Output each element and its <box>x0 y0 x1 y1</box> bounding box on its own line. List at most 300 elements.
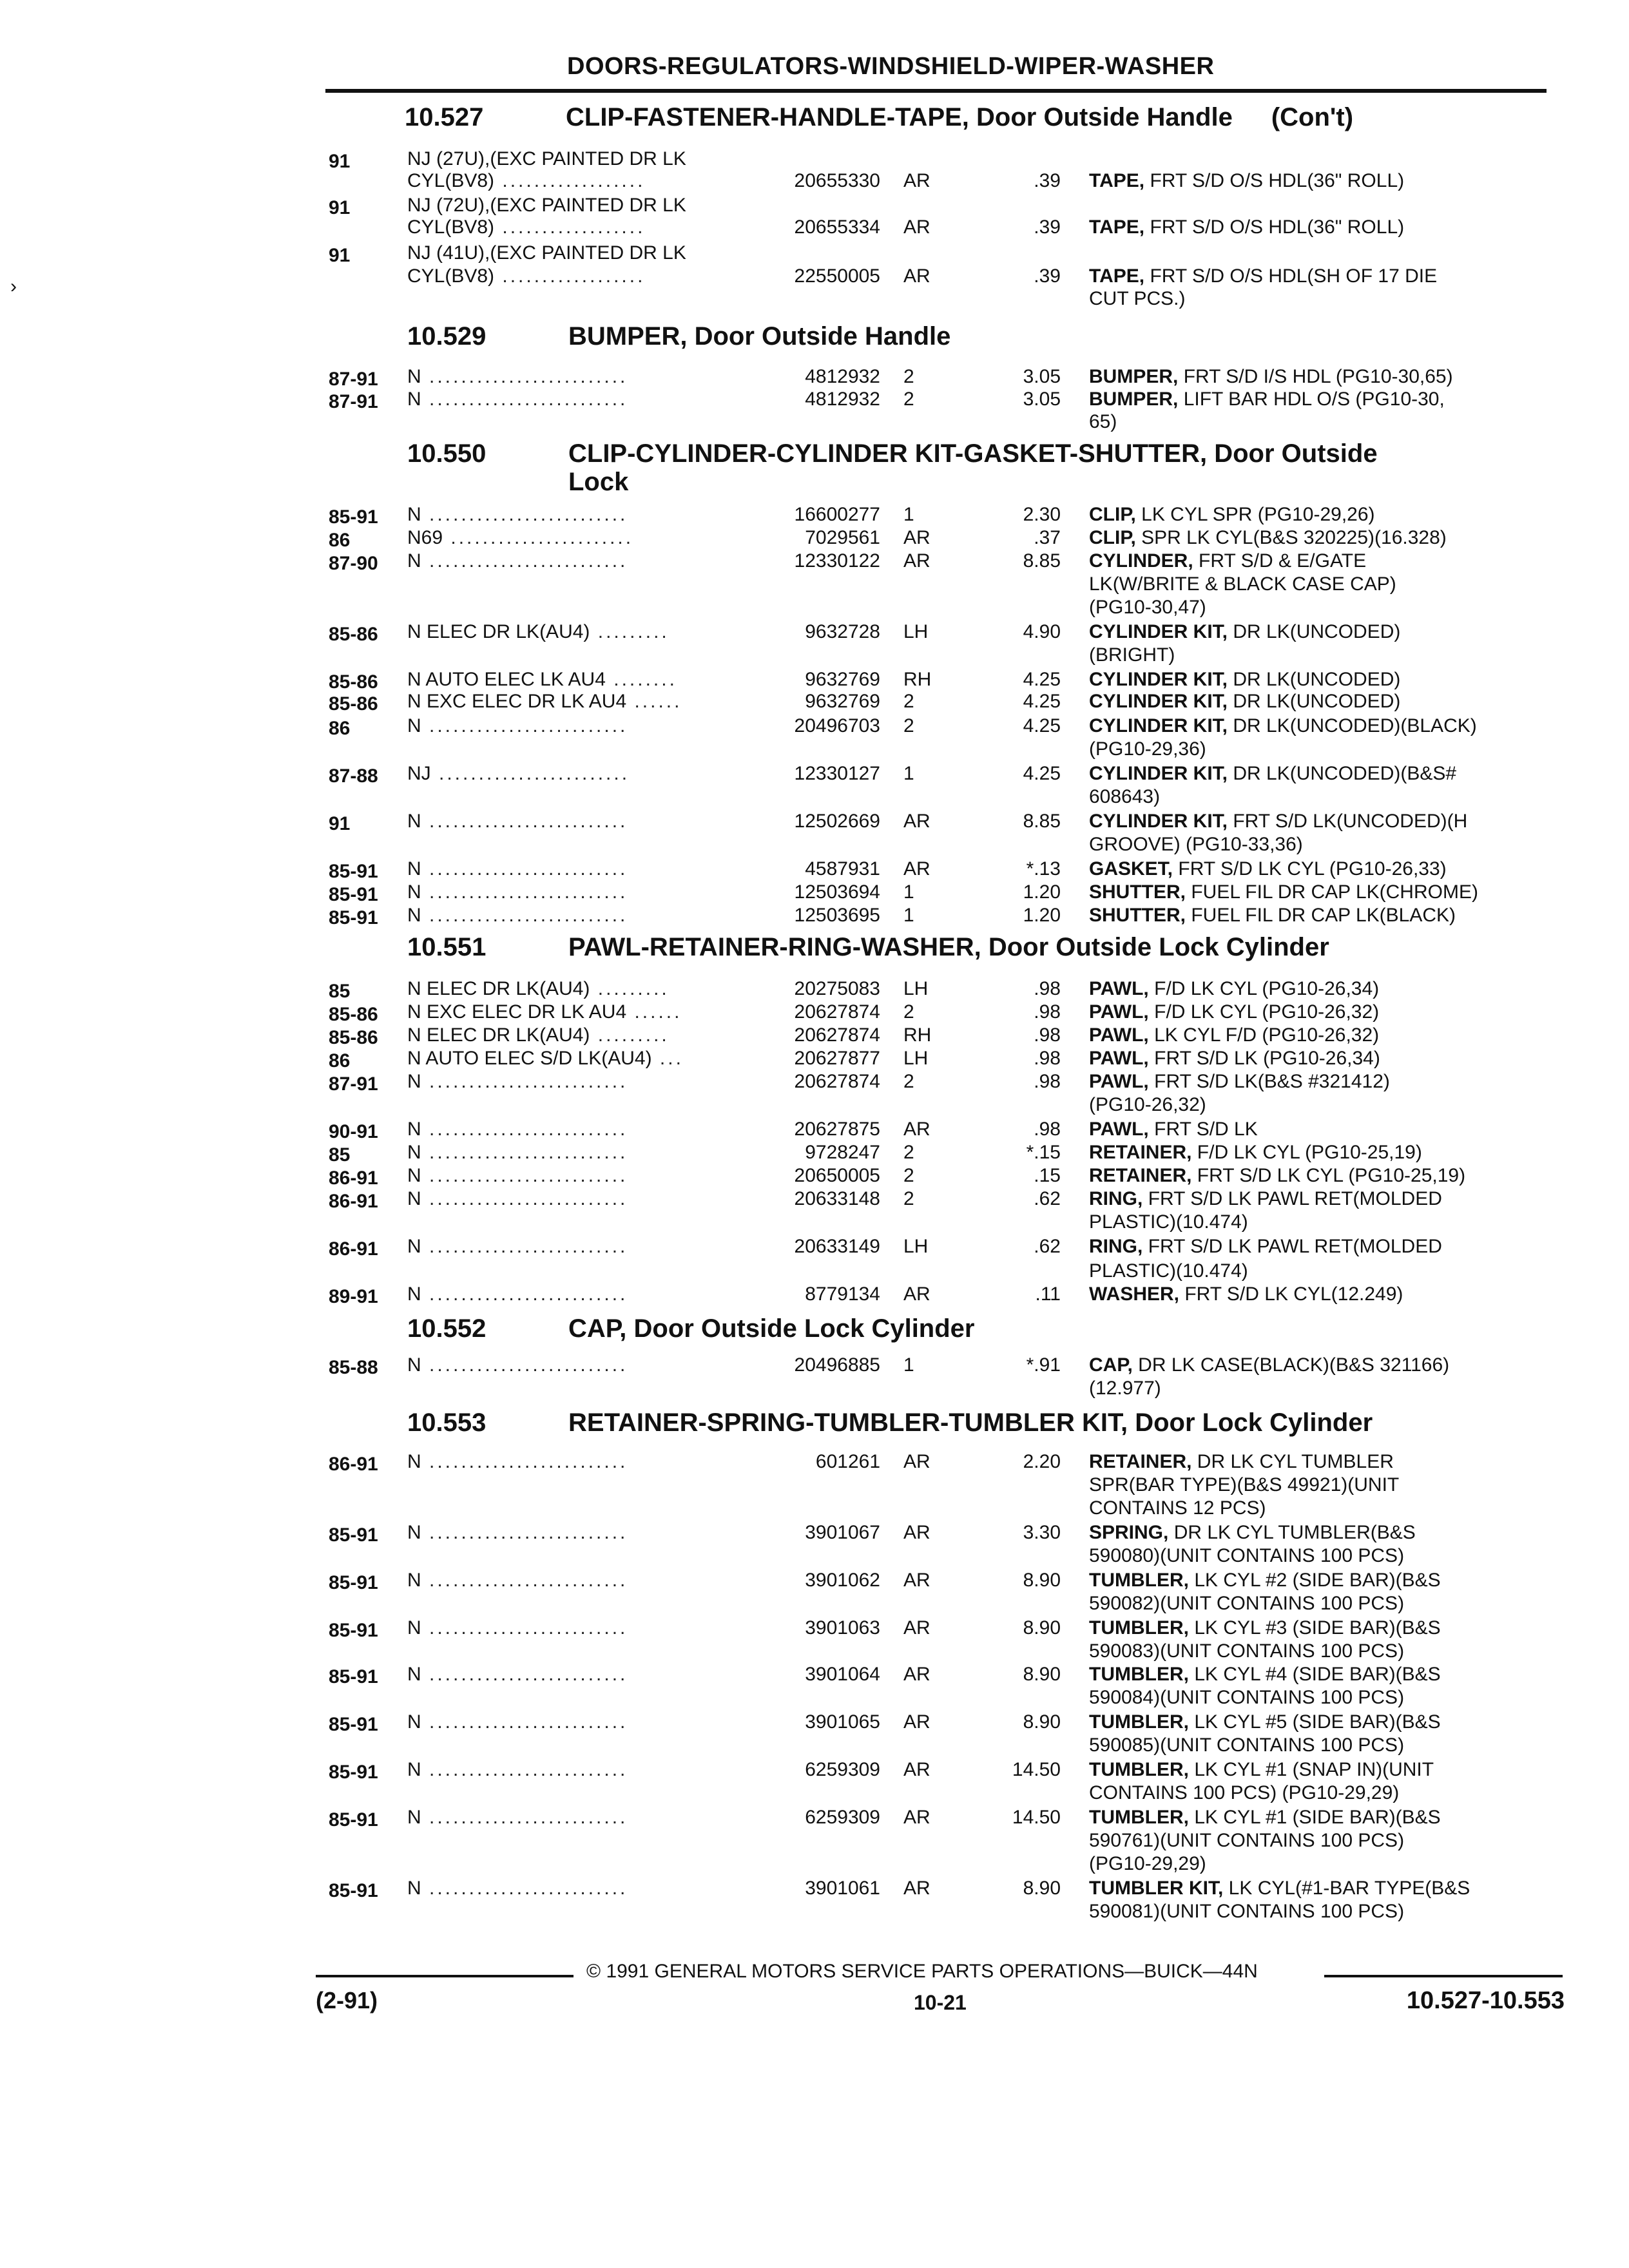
part-name: BUMPER, <box>1089 366 1179 387</box>
part-name: TUMBLER, <box>1089 1759 1189 1780</box>
model-description <box>407 857 628 881</box>
part-detail: (12.977) <box>1089 1378 1161 1399</box>
part-detail: F/D LK CYL (PG10-26,32) <box>1154 1001 1380 1023</box>
part-name: GASKET, <box>1089 858 1173 879</box>
year-range: 85-91 <box>329 861 378 882</box>
model-text: N <box>407 1354 421 1376</box>
year-range: 86 <box>329 1050 351 1072</box>
part-name: TUMBLER, <box>1089 1664 1189 1685</box>
price: 8.90 <box>1023 1711 1061 1733</box>
leader-dots: .................. <box>494 216 646 238</box>
model-text: N <box>407 881 421 903</box>
part-number: 20627874 <box>794 1001 880 1023</box>
price: 8.90 <box>1023 1617 1061 1639</box>
section-number: 10.552 <box>407 1314 487 1343</box>
part-number: 12503694 <box>794 881 880 903</box>
model-text: N <box>407 1570 421 1591</box>
part-number: 3901062 <box>805 1570 880 1591</box>
part-description <box>1089 977 1379 1001</box>
model-description <box>407 387 628 411</box>
leader-dots: ......................... <box>421 1807 628 1828</box>
quantity: AR <box>903 1664 930 1685</box>
part-description <box>1089 1093 1206 1117</box>
part-name: TUMBLER, <box>1089 1617 1189 1639</box>
part-description <box>1089 1070 1390 1093</box>
part-name: BUMPER, <box>1089 389 1179 410</box>
quantity: 1 <box>903 504 914 525</box>
model-description <box>407 1805 628 1829</box>
part-detail: CUT PCS.) <box>1089 288 1186 309</box>
model-text: N ELEC DR LK(AU4) <box>407 621 590 642</box>
year-range: 86 <box>329 718 351 739</box>
part-name: SHUTTER, <box>1089 881 1186 903</box>
model-text: N <box>407 1283 421 1305</box>
quantity: 2 <box>903 1001 914 1023</box>
part-description <box>1089 1000 1379 1024</box>
leader-dots: ......................... <box>421 1354 628 1376</box>
leader-dots: ......... <box>590 621 670 642</box>
year-range: 87-88 <box>329 765 378 787</box>
leader-dots: ......................... <box>421 504 628 525</box>
part-description <box>1089 572 1396 596</box>
part-detail: 590085)(UNIT CONTAINS 100 PCS) <box>1089 1735 1405 1756</box>
footer-date: (2-91) <box>316 1987 378 2013</box>
quantity: RH <box>903 1024 932 1046</box>
part-detail: LK CYL F/D (PG10-26,32) <box>1154 1024 1380 1046</box>
part-name: RING, <box>1089 1236 1143 1257</box>
part-detail: SPR LK CYL(B&S 320225)(16.328) <box>1141 527 1447 548</box>
model-text: N <box>407 715 421 736</box>
part-name: CYLINDER KIT, <box>1089 763 1228 784</box>
part-name: TAPE, <box>1089 216 1145 238</box>
quantity: AR <box>903 1283 930 1305</box>
model-text: N <box>407 1711 421 1733</box>
part-detail: LK CYL #2 (SIDE BAR)(B&S <box>1194 1570 1441 1591</box>
model-text: N <box>407 1617 421 1639</box>
model-description <box>407 264 645 288</box>
model-text: N AUTO ELEC LK AU4 <box>407 669 606 690</box>
part-name: CYLINDER, <box>1089 550 1193 572</box>
section-heading <box>407 1314 975 1343</box>
part-detail: 590081)(UNIT CONTAINS 100 PCS) <box>1089 1901 1405 1922</box>
part-number: 6259309 <box>805 1807 880 1828</box>
part-detail: (BRIGHT) <box>1089 644 1175 666</box>
part-detail: CONTAINS 100 PCS) (PG10-29,29) <box>1089 1782 1400 1803</box>
part-description <box>1089 1686 1404 1709</box>
model-description <box>407 880 628 904</box>
part-description <box>1089 1140 1422 1164</box>
quantity: 2 <box>903 366 914 387</box>
model-description <box>407 169 645 193</box>
price: 4.25 <box>1023 763 1061 784</box>
quantity: LH <box>903 1048 929 1069</box>
model-text: CYL(BV8) <box>407 170 495 191</box>
part-description <box>1089 595 1206 619</box>
part-detail: 590082)(UNIT CONTAINS 100 PCS) <box>1089 1593 1405 1614</box>
year-range: 85-86 <box>329 671 378 693</box>
price: .39 <box>1034 265 1061 287</box>
part-number: 9632728 <box>805 621 880 642</box>
model-description <box>407 1662 628 1686</box>
part-description <box>1089 365 1453 389</box>
leader-dots: ......................... <box>421 1142 628 1163</box>
model-description <box>407 620 670 644</box>
part-detail: 590083)(UNIT CONTAINS 100 PCS) <box>1089 1640 1405 1662</box>
section-title: RETAINER-SPRING-TUMBLER-TUMBLER KIT, Door Lock Cylinder <box>568 1408 1373 1437</box>
model-description <box>407 977 670 1001</box>
footer-section-range: 10.527-10.553 <box>1406 1987 1565 2014</box>
part-number: 4587931 <box>805 858 880 879</box>
model-description <box>407 1070 628 1093</box>
part-description <box>1089 737 1206 761</box>
year-range: 85 <box>329 1144 351 1166</box>
quantity: LH <box>903 978 929 999</box>
leader-dots: ......................... <box>421 389 628 410</box>
model-text: N <box>407 1759 421 1780</box>
year-range: 85-86 <box>329 624 378 645</box>
part-description <box>1089 1496 1266 1520</box>
quantity: AR <box>903 1711 930 1733</box>
part-detail: CONTAINS 12 PCS) <box>1089 1497 1266 1519</box>
part-number: 9632769 <box>805 691 880 712</box>
part-detail: (PG10-26,32) <box>1089 1094 1206 1115</box>
part-number: 3901064 <box>805 1664 880 1685</box>
part-number: 16600277 <box>794 504 880 525</box>
part-name: CLIP, <box>1089 504 1136 525</box>
part-number: 20496703 <box>794 715 880 736</box>
part-detail: LK CYL(#1-BAR TYPE(B&S <box>1228 1878 1470 1899</box>
leader-dots: ......................... <box>421 1522 628 1543</box>
part-number: 9728247 <box>805 1142 880 1163</box>
part-name: RING, <box>1089 1188 1143 1209</box>
quantity: AR <box>903 1807 930 1828</box>
price: 3.05 <box>1023 366 1061 387</box>
model-text: N <box>407 811 421 832</box>
leader-dots: ......................... <box>421 1165 628 1186</box>
part-detail: FRT S/D LK CYL (PG10-25,19) <box>1197 1165 1466 1186</box>
model-text: N EXC ELEC DR LK AU4 <box>407 691 627 712</box>
part-detail: FRT S/D O/S HDL(36" ROLL) <box>1150 170 1405 191</box>
section-heading <box>407 322 950 351</box>
year-range: 87-91 <box>329 1073 378 1095</box>
leader-dots: ......................... <box>421 1119 628 1140</box>
section-number: 10.529 <box>407 322 487 351</box>
part-description <box>1089 1046 1380 1070</box>
model-text: N <box>407 1451 421 1472</box>
part-detail: FRT S/D LK(B&S #321412) <box>1154 1071 1390 1092</box>
part-number: 20627875 <box>794 1119 880 1140</box>
model-description <box>407 1117 628 1141</box>
leader-dots: ......................... <box>421 1711 628 1733</box>
part-number: 601261 <box>815 1451 880 1472</box>
year-range: 85-91 <box>329 1714 378 1735</box>
part-detail: LK CYL #3 (SIDE BAR)(B&S <box>1194 1617 1441 1639</box>
part-description <box>1089 169 1404 193</box>
part-name: CLIP, <box>1089 527 1136 548</box>
part-detail: LK CYL SPR (PG10-29,26) <box>1141 504 1375 525</box>
part-number: 3901063 <box>805 1617 880 1639</box>
leader-dots: ...... <box>626 1001 682 1023</box>
part-detail: 590080)(UNIT CONTAINS 100 PCS) <box>1089 1545 1405 1566</box>
leader-dots: ...... <box>626 691 682 712</box>
quantity: AR <box>903 550 930 572</box>
part-detail: FRT S/D O/S HDL(36" ROLL) <box>1150 216 1405 238</box>
part-number: 22550005 <box>794 265 880 287</box>
price: .98 <box>1034 1024 1061 1046</box>
part-detail: FRT S/D & E/GATE <box>1199 550 1367 572</box>
part-detail: LK CYL #5 (SIDE BAR)(B&S <box>1194 1711 1441 1733</box>
quantity: AR <box>903 527 930 548</box>
part-detail: FUEL FIL DR CAP LK(BLACK) <box>1191 905 1456 926</box>
part-detail: FRT S/D LK(UNCODED)(H <box>1233 811 1468 832</box>
part-number: 3901061 <box>805 1878 880 1899</box>
part-detail: FRT S/D I/S HDL (PG10-30,65) <box>1183 366 1453 387</box>
model-description <box>407 526 633 550</box>
part-detail: GROOVE) (PG10-33,36) <box>1089 834 1303 855</box>
section-heading <box>407 1408 1373 1437</box>
part-detail: DR LK(UNCODED) <box>1233 691 1401 712</box>
part-description <box>1089 1521 1416 1544</box>
model-description <box>407 365 628 389</box>
model-text: N ELEC DR LK(AU4) <box>407 978 590 999</box>
part-description <box>1089 287 1185 311</box>
section-title: CLIP-FASTENER-HANDLE-TAPE, Door Outside Handle <box>566 103 1233 131</box>
price: 14.50 <box>1012 1807 1061 1828</box>
part-detail: FRT S/D LK PAWL RET(MOLDED <box>1148 1236 1442 1257</box>
leader-dots: ......... <box>590 1024 670 1046</box>
part-description <box>1089 1282 1403 1306</box>
price: .98 <box>1034 1071 1061 1092</box>
part-detail: LK(W/BRITE & BLACK CASE CAP) <box>1089 573 1396 595</box>
model-description <box>407 903 628 927</box>
part-description <box>1089 503 1375 526</box>
price: 8.90 <box>1023 1664 1061 1685</box>
model-description <box>407 1710 628 1734</box>
model-description <box>407 503 628 526</box>
part-name: RETAINER, <box>1089 1165 1192 1186</box>
quantity: AR <box>903 1570 930 1591</box>
price: *.15 <box>1026 1142 1061 1163</box>
part-description <box>1089 1781 1399 1805</box>
year-range: 87-91 <box>329 391 378 412</box>
part-number: 20496885 <box>794 1354 880 1376</box>
part-detail: FRT S/D LK PAWL RET(MOLDED <box>1148 1188 1442 1209</box>
price: .98 <box>1034 1048 1061 1069</box>
model-text: N EXC ELEC DR LK AU4 <box>407 1001 627 1023</box>
part-name: CAP, <box>1089 1354 1133 1376</box>
part-description <box>1089 880 1478 904</box>
leader-dots: ......................... <box>421 1451 628 1472</box>
part-name: TAPE, <box>1089 265 1145 287</box>
year-range: 85-86 <box>329 1004 378 1025</box>
part-detail: DR LK CASE(BLACK)(B&S 321166) <box>1138 1354 1450 1376</box>
quantity: AR <box>903 811 930 832</box>
part-name: PAWL, <box>1089 1024 1149 1046</box>
section-title: CAP, Door Outside Lock Cylinder <box>568 1314 975 1343</box>
price: 4.25 <box>1023 691 1061 712</box>
part-detail: F/D LK CYL (PG10-26,34) <box>1154 978 1380 999</box>
quantity: 2 <box>903 691 914 712</box>
part-number: 4812932 <box>805 389 880 410</box>
part-description <box>1089 1876 1470 1900</box>
part-description <box>1089 1710 1441 1734</box>
leader-dots: ......................... <box>421 1570 628 1591</box>
price: 8.85 <box>1023 550 1061 572</box>
part-description <box>1089 714 1477 738</box>
year-range: 85-88 <box>329 1357 378 1378</box>
year-range: 91 <box>329 151 351 172</box>
model-text: N <box>407 1878 421 1899</box>
leader-dots: ......................... <box>421 858 628 879</box>
model-description <box>407 1140 628 1164</box>
part-number: 20650005 <box>794 1165 880 1186</box>
model-text: N <box>407 905 421 926</box>
part-detail: LIFT BAR HDL O/S (PG10-30, <box>1183 389 1445 410</box>
part-name: PAWL, <box>1089 1048 1149 1069</box>
price: 3.30 <box>1023 1522 1061 1543</box>
part-detail: DR LK CYL TUMBLER(B&S <box>1173 1522 1416 1543</box>
part-name: TUMBLER, <box>1089 1711 1189 1733</box>
part-description <box>1089 1591 1404 1615</box>
model-text: N <box>407 1188 421 1209</box>
price: .98 <box>1034 1001 1061 1023</box>
quantity: AR <box>903 265 930 287</box>
price: 4.25 <box>1023 715 1061 736</box>
part-name: RETAINER, <box>1089 1451 1192 1472</box>
part-name: TUMBLER, <box>1089 1807 1189 1828</box>
price: .39 <box>1034 170 1061 191</box>
year-range: 86-91 <box>329 1238 378 1260</box>
part-name: CYLINDER KIT, <box>1089 811 1228 832</box>
leader-dots: ......................... <box>421 1071 628 1092</box>
model-description <box>407 1187 628 1211</box>
footer-rule-left <box>316 1975 574 1977</box>
part-detail: 65) <box>1089 411 1117 432</box>
year-range: 85-91 <box>329 884 378 905</box>
part-number: 4812932 <box>805 366 880 387</box>
part-name: PAWL, <box>1089 1071 1149 1092</box>
leader-dots: ......................... <box>421 905 628 926</box>
year-range: 87-90 <box>329 553 378 574</box>
model-description <box>407 762 630 785</box>
part-detail: PLASTIC)(10.474) <box>1089 1260 1248 1282</box>
model-text: N <box>407 389 421 410</box>
quantity: AR <box>903 170 930 191</box>
model-text: NJ <box>407 763 431 784</box>
quantity: AR <box>903 1522 930 1543</box>
quantity: AR <box>903 216 930 238</box>
part-number: 20627874 <box>794 1024 880 1046</box>
part-detail: DR LK(UNCODED)(B&S# <box>1233 763 1457 784</box>
model-text: N <box>407 858 421 879</box>
part-description <box>1089 1544 1404 1568</box>
model-description <box>407 1046 684 1070</box>
part-description <box>1089 1023 1379 1047</box>
part-name: RETAINER, <box>1089 1142 1192 1163</box>
part-description <box>1089 1662 1441 1686</box>
part-number: 7029561 <box>805 527 880 548</box>
model-text: N <box>407 550 421 572</box>
quantity: 1 <box>903 881 914 903</box>
price: 2.20 <box>1023 1451 1061 1472</box>
part-description <box>1089 1353 1449 1377</box>
year-range: 86-91 <box>329 1454 378 1475</box>
quantity: 1 <box>903 1354 914 1376</box>
part-detail: FRT S/D LK CYL(12.249) <box>1184 1283 1403 1305</box>
part-name: WASHER, <box>1089 1283 1180 1305</box>
year-range: 87-91 <box>329 369 378 390</box>
quantity: AR <box>903 858 930 879</box>
price: 8.85 <box>1023 811 1061 832</box>
footer-page-number: 10-21 <box>914 1991 967 2014</box>
part-description <box>1089 1639 1404 1663</box>
year-range: 86-91 <box>329 1191 378 1212</box>
section-number: 10.551 <box>407 933 487 961</box>
part-description <box>1089 526 1447 550</box>
part-description <box>1089 410 1117 434</box>
part-detail: FRT S/D LK <box>1154 1119 1258 1140</box>
part-number: 12502669 <box>794 811 880 832</box>
leader-dots: ......................... <box>421 1617 628 1639</box>
year-range: 85-86 <box>329 693 378 715</box>
leader-dots: ......................... <box>421 811 628 832</box>
quantity: LH <box>903 1236 929 1257</box>
year-range: 86-91 <box>329 1168 378 1189</box>
price: 4.25 <box>1023 669 1061 690</box>
part-description <box>1089 1376 1161 1400</box>
model-text: N <box>407 1165 421 1186</box>
price: .39 <box>1034 216 1061 238</box>
section-number: 10.553 <box>407 1408 487 1437</box>
part-detail: (PG10-29,29) <box>1089 1853 1206 1874</box>
part-number: 20627877 <box>794 1048 880 1069</box>
price: .98 <box>1034 978 1061 999</box>
part-name: SPRING, <box>1089 1522 1169 1543</box>
model-description <box>407 1282 628 1306</box>
footer-copyright: © 1991 GENERAL MOTORS SERVICE PARTS OPERATIONS—BUICK—44N <box>586 1961 1258 1982</box>
model-description <box>407 1235 628 1258</box>
leader-dots: ......................... <box>421 1664 628 1685</box>
part-number: 3901065 <box>805 1711 880 1733</box>
part-detail: F/D LK CYL (PG10-25,19) <box>1197 1142 1422 1163</box>
leader-dots: ......................... <box>421 1188 628 1209</box>
part-detail: 590084)(UNIT CONTAINS 100 PCS) <box>1089 1687 1405 1708</box>
section-title-continuation: Lock <box>568 468 629 496</box>
part-description <box>1089 903 1456 927</box>
part-description <box>1089 215 1404 239</box>
price: 3.05 <box>1023 389 1061 410</box>
leader-dots: ......................... <box>421 550 628 572</box>
part-description <box>1089 1616 1441 1640</box>
part-description <box>1089 668 1400 691</box>
price: 8.90 <box>1023 1878 1061 1899</box>
section-continued: (Con't) <box>1271 103 1354 131</box>
model-description <box>407 1521 628 1544</box>
model-description <box>407 1876 628 1900</box>
section-heading <box>405 103 1353 132</box>
part-description <box>1089 1117 1258 1141</box>
part-number: 20655330 <box>794 170 880 191</box>
part-description <box>1089 1852 1206 1876</box>
model-description <box>407 668 677 691</box>
model-text: NJ (41U),(EXC PAINTED DR LK <box>407 242 686 264</box>
quantity: 2 <box>903 389 914 410</box>
price: 1.20 <box>1023 905 1061 926</box>
quantity: 2 <box>903 715 914 736</box>
part-description <box>1089 1568 1441 1592</box>
part-detail: LK CYL #1 (SIDE BAR)(B&S <box>1194 1807 1441 1828</box>
leader-dots: ......................... <box>421 366 628 387</box>
